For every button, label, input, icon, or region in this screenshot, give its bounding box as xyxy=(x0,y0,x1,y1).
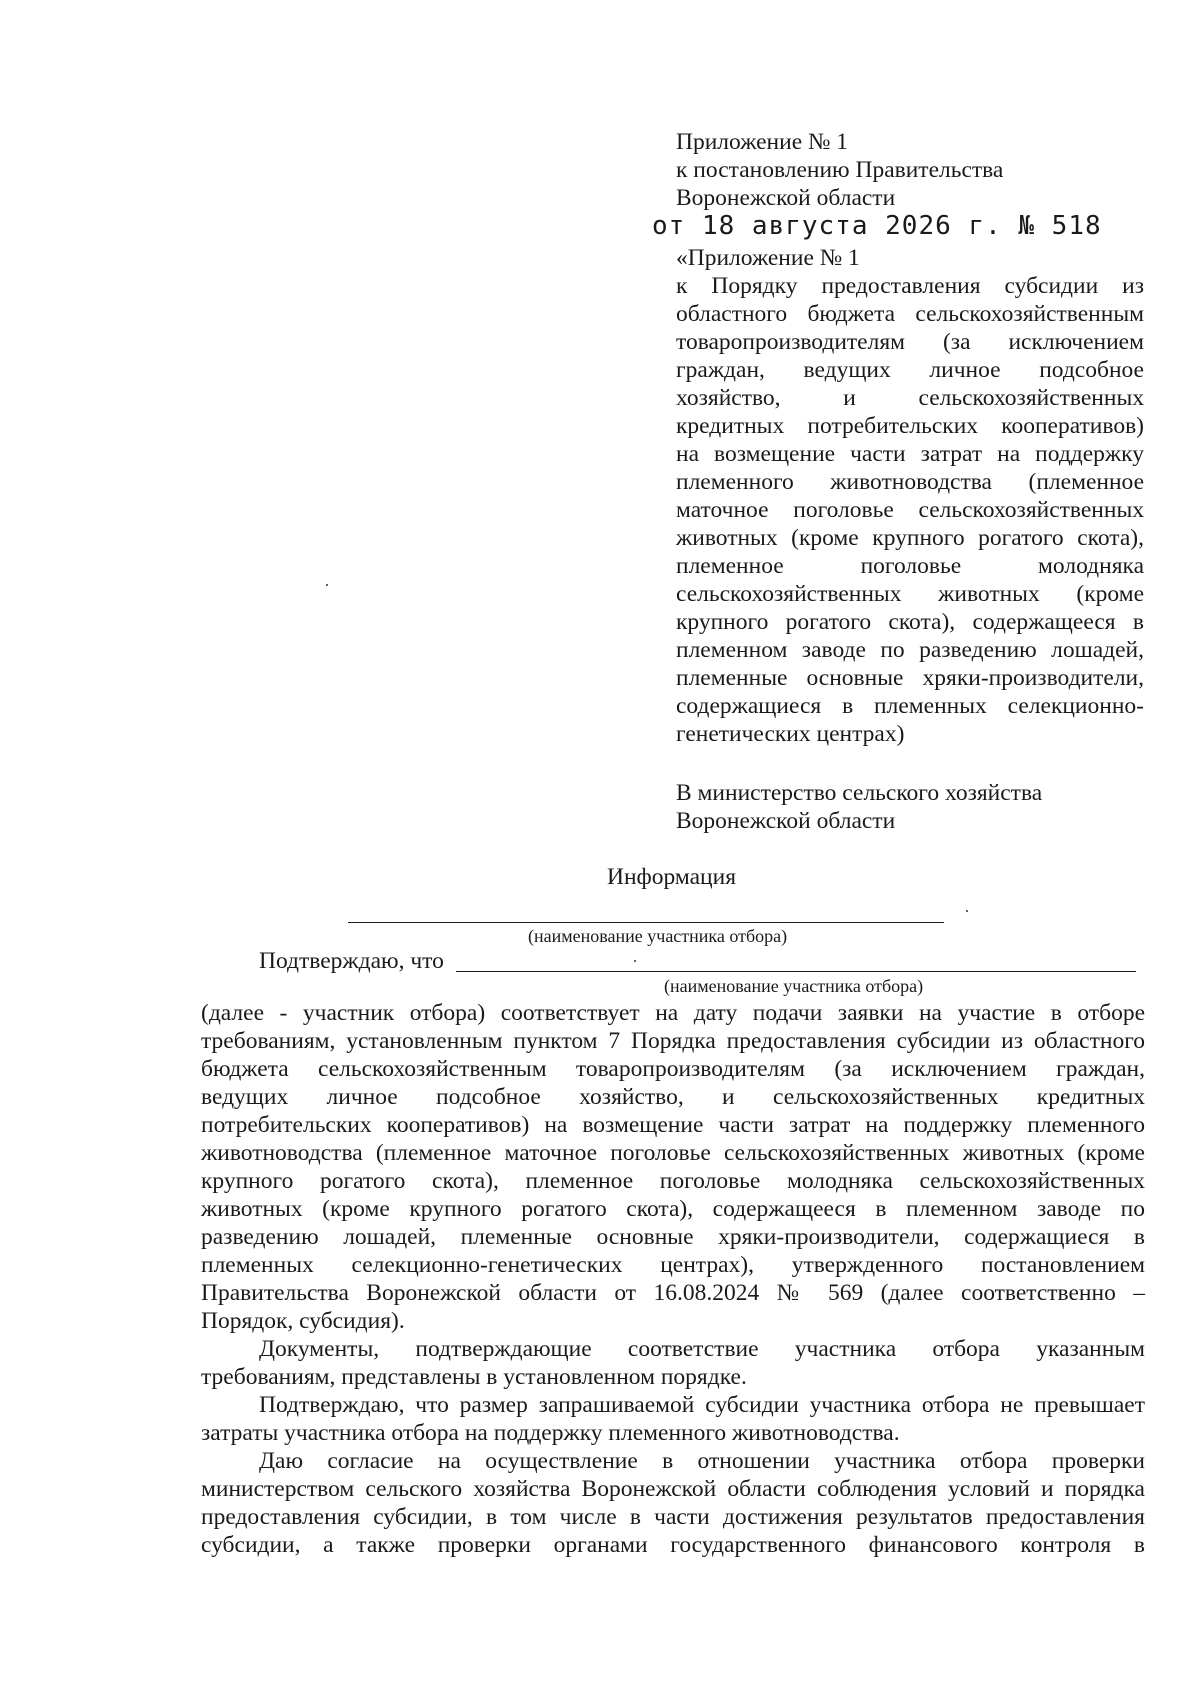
order-appendix-line: товаропроизводителям (за исключением xyxy=(676,329,1144,355)
paragraph-line: Правительства Воронежской области от 16.08.2024 № 569 (далее соответственно – xyxy=(201,1280,1145,1306)
order-appendix-line: хозяйство, и сельскохозяйственных xyxy=(676,385,1144,411)
participant-name-caption-2: (наименование участника отбора) xyxy=(664,976,924,996)
order-appendix-line: крупного рогатого скота), содержащееся в xyxy=(676,609,1144,635)
participant-name-blank-1 xyxy=(348,922,944,923)
participant-name-caption-1: (наименование участника отбора) xyxy=(528,926,788,946)
paragraph-line: крупного рогатого скота), племенное поголовье молодняка сельскохозяйственных xyxy=(201,1168,1145,1194)
order-appendix-line: содержащиеся в племенных селекционно- xyxy=(676,693,1144,719)
paragraph-line: животных (кроме крупного рогатого скота), содержащееся в племенном заводе по xyxy=(201,1196,1145,1222)
header-date-number: от 18 августа 2026 г. № 518 xyxy=(652,211,1102,241)
paragraph-line: Порядок, субсидия). xyxy=(201,1308,405,1334)
paragraph-consent-line: предоставления субсидии, в том числе в части достижения результатов предоставления xyxy=(201,1504,1145,1530)
order-appendix-line: граждан, ведущих личное подсобное xyxy=(676,357,1144,383)
paragraph-line: разведению лошадей, племенные основные хряки-производители, содержащиеся в xyxy=(201,1224,1145,1250)
order-appendix-line: племенном заводе по разведению лошадей, xyxy=(676,637,1144,663)
participant-name-blank-2 xyxy=(456,971,1136,972)
addressee-ministry: В министерство сельского хозяйства xyxy=(676,780,1043,806)
order-appendix-line: животных (кроме крупного рогатого скота), xyxy=(676,525,1144,551)
paragraph-consent-line: субсидии, а также проверки органами государственного финансового контроля в xyxy=(201,1532,1145,1558)
confirm-lead: Подтверждаю, что xyxy=(259,948,444,974)
order-appendix-line: маточное поголовье сельскохозяйственных xyxy=(676,497,1144,523)
paragraph-subsidy-size-line: Подтверждаю, что размер запрашиваемой субсидии участника отбора не превышает xyxy=(259,1392,1145,1418)
order-appendix-line: областного бюджета сельскохозяйственным xyxy=(676,301,1144,327)
document-title: Информация xyxy=(607,864,737,890)
paragraph-line: потребительских кооперативов) на возмещение части затрат на поддержку племенного xyxy=(201,1112,1145,1138)
order-appendix-line: племенные основные хряки-производители, xyxy=(676,665,1144,691)
paragraph-line: (далее - участник отбора) соответствует на дату подачи заявки на участие в отборе xyxy=(201,1000,1145,1026)
paragraph-documents-line: требованиям, представлены в установленном порядке. xyxy=(201,1364,747,1390)
paragraph-requirements xyxy=(201,999,1145,1335)
scan-speck xyxy=(966,910,968,912)
paragraph-line: животноводства (племенное маточное поголовье сельскохозяйственных животных (кроме xyxy=(201,1140,1145,1166)
order-appendix-line: генетических центрах) xyxy=(676,721,905,747)
paragraph-line: племенных селекционно-генетических центрах), утвержденного постановлением xyxy=(201,1252,1145,1278)
paragraph-consent-line: министерством сельского хозяйства Воронежской области соблюдения условий и порядка xyxy=(201,1476,1145,1502)
scan-speck xyxy=(326,584,328,586)
order-appendix-line: племенное поголовье молодняка xyxy=(676,553,1144,579)
order-appendix-line: кредитных потребительских кооперативов) xyxy=(676,413,1144,439)
order-appendix-line: племенного животноводства (племенное xyxy=(676,469,1144,495)
header-region: Воронежской области xyxy=(676,185,896,211)
paragraph-line: бюджета сельскохозяйственным товаропроизводителям (за исключением граждан, xyxy=(201,1056,1145,1082)
paragraph-line: ведущих личное подсобное хозяйство, и сельскохозяйственных кредитных xyxy=(201,1084,1145,1110)
paragraph-documents-line: Документы, подтверждающие соответствие участника отбора указанным xyxy=(259,1336,1145,1362)
order-appendix-title: «Приложение № 1 xyxy=(676,245,860,271)
paragraph-subsidy-size-line: затраты участника отбора на поддержку племенного животноводства. xyxy=(201,1420,900,1446)
order-appendix-line: сельскохозяйственных животных (кроме xyxy=(676,581,1144,607)
paragraph-line: требованиям, установленным пунктом 7 Порядка предоставления субсидии из областного xyxy=(201,1028,1145,1054)
header-appendix-number: Приложение № 1 xyxy=(676,129,849,155)
paragraph-consent-line: Даю согласие на осуществление в отношении участника отбора проверки xyxy=(259,1448,1145,1474)
order-appendix-text xyxy=(676,272,1144,748)
order-appendix-line: к Порядку предоставления субсидии из xyxy=(676,273,1144,299)
order-appendix-line: на возмещение части затрат на поддержку xyxy=(676,441,1144,467)
header-resolution-ref: к постановлению Правительства xyxy=(676,157,1004,183)
addressee-region: Воронежской области xyxy=(676,808,896,834)
scan-speck xyxy=(634,960,636,962)
